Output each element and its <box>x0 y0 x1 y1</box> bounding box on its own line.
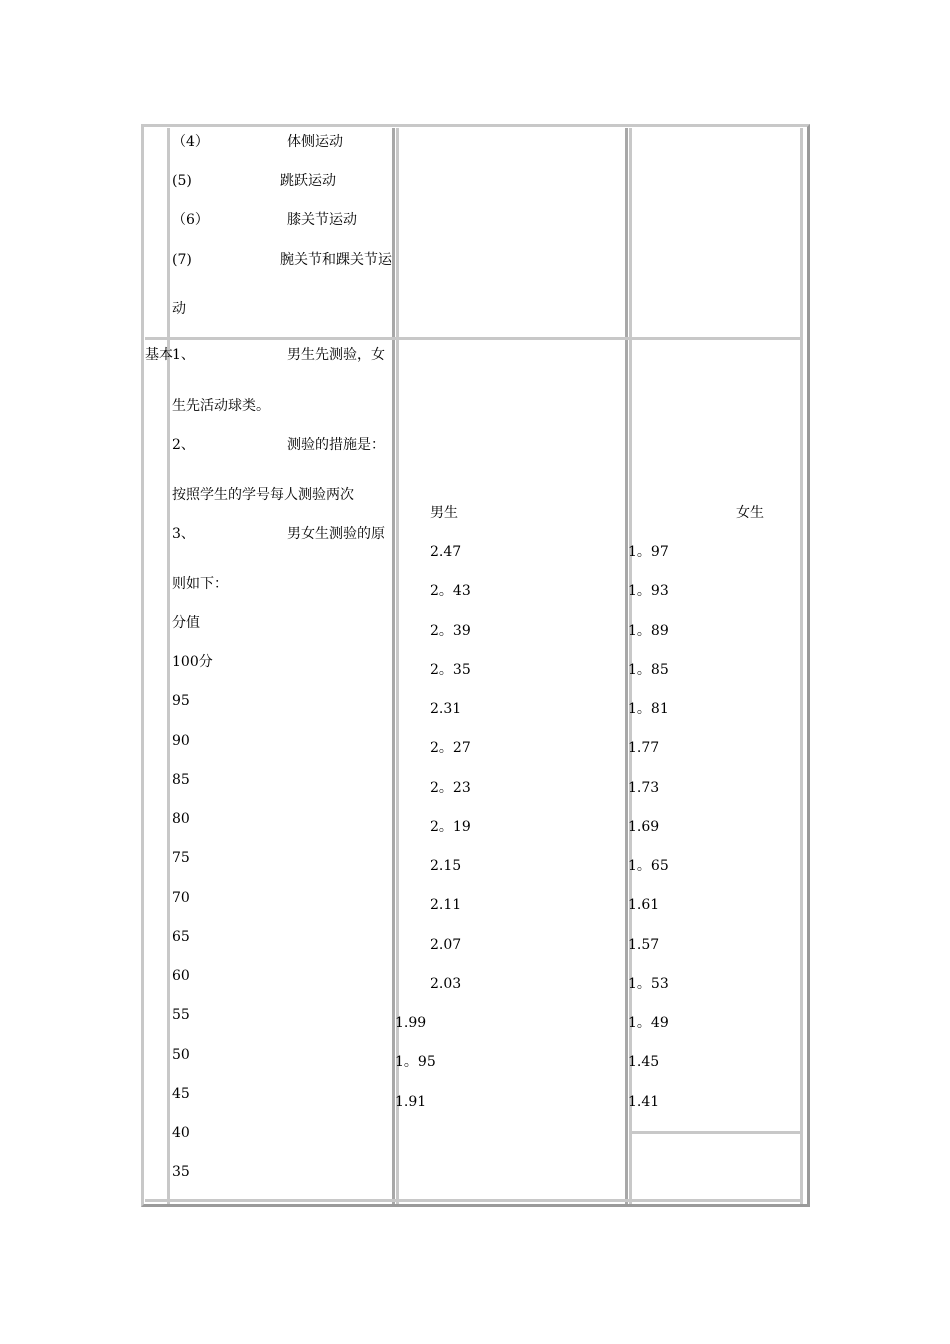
exercise-name-wrap: 动 <box>172 301 186 317</box>
male-value: 2.07 <box>430 937 462 953</box>
male-value: 1.99 <box>395 1015 427 1031</box>
female-value: 1.41 <box>628 1094 660 1110</box>
rule-text: 男女生测验的原 <box>287 526 385 542</box>
table-frame <box>141 124 810 1207</box>
exercise-name: 膝关节运动 <box>287 212 357 228</box>
grid-line-row-divider <box>145 337 803 340</box>
rule-text-wrap: 按照学生的学号每人测验两次 <box>172 487 354 503</box>
female-value: 1.57 <box>628 937 660 953</box>
exercise-number: （4） <box>172 134 209 150</box>
grid-line-female-end <box>629 1131 803 1134</box>
female-value: 1。89 <box>628 623 669 639</box>
female-value: 1。81 <box>628 701 669 717</box>
female-value: 1.73 <box>628 780 660 796</box>
male-value: 2。23 <box>430 780 471 796</box>
score-header: 分值 <box>172 615 200 631</box>
female-value: 1。65 <box>628 858 669 874</box>
male-value: 2.03 <box>430 976 462 992</box>
score-value: 70 <box>172 890 190 906</box>
male-value: 2.47 <box>430 544 462 560</box>
exercise-name: 体侧运动 <box>287 134 343 150</box>
female-value: 1。93 <box>628 583 669 599</box>
score-value: 90 <box>172 733 190 749</box>
rule-text-wrap: 则如下： <box>172 576 228 592</box>
rule-number: 3、 <box>172 526 195 542</box>
score-value: 40 <box>172 1125 190 1141</box>
female-value: 1.45 <box>628 1054 660 1070</box>
female-value: 1.77 <box>628 740 660 756</box>
male-value: 2.31 <box>430 701 462 717</box>
score-value: 85 <box>172 772 190 788</box>
score-value: 100分 <box>172 654 213 670</box>
exercise-number: (5) <box>172 173 192 189</box>
grid-line-col2 <box>392 128 395 1204</box>
female-value: 1。85 <box>628 662 669 678</box>
male-value: 2。39 <box>430 623 471 639</box>
male-value: 2。19 <box>430 819 471 835</box>
grid-line-bottom <box>145 1199 803 1202</box>
rule-number: 1、 <box>172 347 195 363</box>
male-value: 2.11 <box>430 897 462 913</box>
score-value: 60 <box>172 968 190 984</box>
grid-line-right <box>800 128 803 1204</box>
exercise-number: （6） <box>172 212 209 228</box>
male-value: 2。43 <box>430 583 471 599</box>
exercise-name: 跳跃运动 <box>280 173 336 189</box>
score-value: 65 <box>172 929 190 945</box>
grid-line-col2b <box>396 128 399 1204</box>
female-value: 1.69 <box>628 819 660 835</box>
exercise-name: 腕关节和踝关节运 <box>280 252 392 268</box>
grid-line-label-col <box>167 128 170 1204</box>
score-value: 55 <box>172 1007 190 1023</box>
rule-text: 男生先测验，女 <box>287 347 385 363</box>
male-value: 1。95 <box>395 1054 436 1070</box>
score-value: 95 <box>172 693 190 709</box>
rule-number: 2、 <box>172 437 195 453</box>
score-value: 45 <box>172 1086 190 1102</box>
male-value: 2.15 <box>430 858 462 874</box>
female-value: 1。49 <box>628 1015 669 1031</box>
rule-text: 测验的措施是： <box>287 437 385 453</box>
female-value: 1。53 <box>628 976 669 992</box>
male-value: 1.91 <box>395 1094 427 1110</box>
male-header: 男生 <box>430 505 458 521</box>
exercise-number: (7) <box>172 252 192 268</box>
score-value: 50 <box>172 1047 190 1063</box>
score-value: 75 <box>172 850 190 866</box>
female-value: 1。97 <box>628 544 669 560</box>
score-value: 35 <box>172 1164 190 1180</box>
male-value: 2。27 <box>430 740 471 756</box>
male-value: 2。35 <box>430 662 471 678</box>
score-value: 80 <box>172 811 190 827</box>
female-value: 1.61 <box>628 897 660 913</box>
female-header: 女生 <box>736 505 764 521</box>
rule-text-wrap: 生先活动球类。 <box>172 398 270 414</box>
row-label: 基本 <box>145 347 173 363</box>
